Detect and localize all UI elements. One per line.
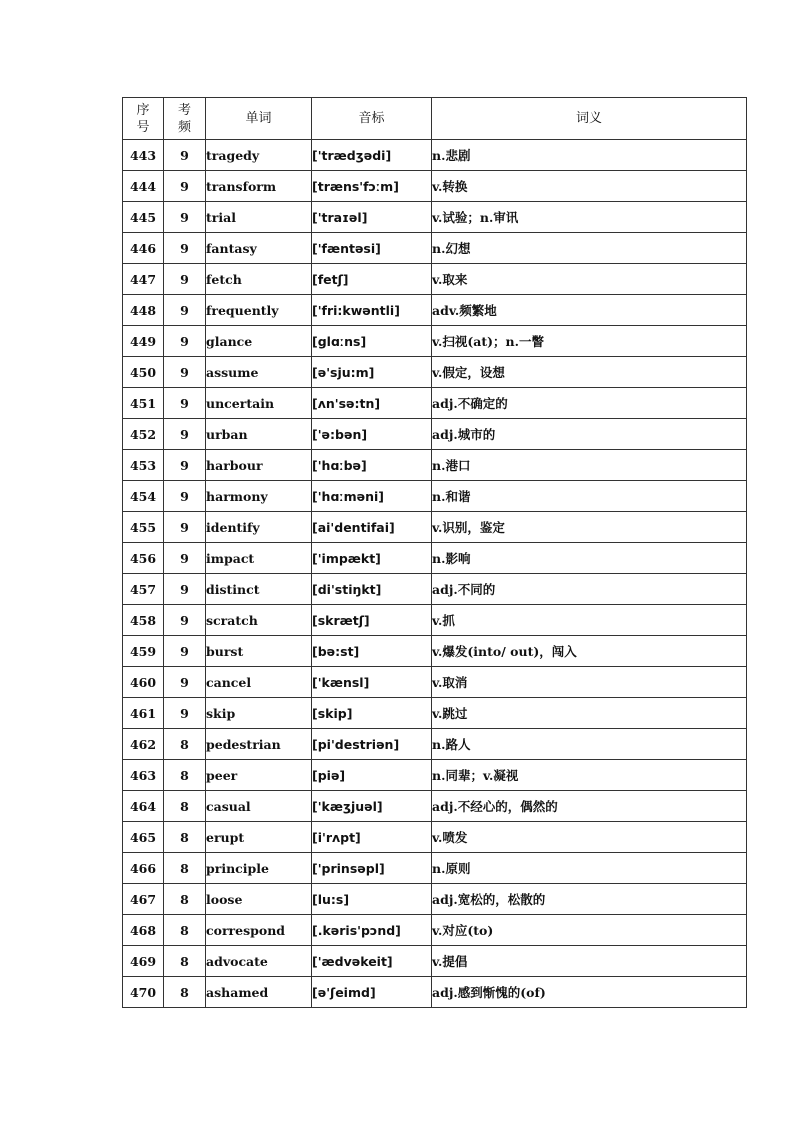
cell-meaning: n.原则 <box>432 853 747 884</box>
cell-index: 464 <box>123 791 164 822</box>
table-row <box>123 946 747 977</box>
cell-meaning: n.影响 <box>432 543 747 574</box>
cell-index: 449 <box>123 326 164 357</box>
cell-frequency: 8 <box>164 760 206 791</box>
cell-phonetic: [di'stiŋkt] <box>312 574 432 605</box>
cell-index: 468 <box>123 915 164 946</box>
cell-meaning: adv.频繁地 <box>432 295 747 326</box>
cell-phonetic: [piə] <box>312 760 432 791</box>
table-row <box>123 140 747 171</box>
header-word: 单词 <box>206 98 312 140</box>
cell-phonetic: [glɑːns] <box>312 326 432 357</box>
cell-word: burst <box>206 636 312 667</box>
cell-phonetic: [.kəris'pɔnd] <box>312 915 432 946</box>
header-index: 序 号 <box>123 98 164 140</box>
cell-phonetic: [lu:s] <box>312 884 432 915</box>
cell-frequency: 9 <box>164 388 206 419</box>
vocabulary-page <box>122 97 746 1008</box>
cell-word: casual <box>206 791 312 822</box>
cell-frequency: 9 <box>164 171 206 202</box>
cell-index: 452 <box>123 419 164 450</box>
cell-phonetic: [ə'sju:m] <box>312 357 432 388</box>
table-row <box>123 822 747 853</box>
cell-phonetic: ['ə:bən] <box>312 419 432 450</box>
cell-word: pedestrian <box>206 729 312 760</box>
table-row <box>123 326 747 357</box>
cell-frequency: 8 <box>164 791 206 822</box>
cell-phonetic: [skip] <box>312 698 432 729</box>
cell-index: 462 <box>123 729 164 760</box>
cell-frequency: 9 <box>164 512 206 543</box>
cell-meaning: adj.城市的 <box>432 419 747 450</box>
table-row <box>123 388 747 419</box>
header-phonetic: 音标 <box>312 98 432 140</box>
table-row <box>123 915 747 946</box>
cell-meaning: adj.不同的 <box>432 574 747 605</box>
cell-frequency: 8 <box>164 915 206 946</box>
cell-word: tragedy <box>206 140 312 171</box>
cell-phonetic: [ai'dentifai] <box>312 512 432 543</box>
table-row <box>123 202 747 233</box>
cell-meaning: v.跳过 <box>432 698 747 729</box>
cell-phonetic: ['hɑːbə] <box>312 450 432 481</box>
cell-phonetic: ['prinsəpl] <box>312 853 432 884</box>
cell-frequency: 9 <box>164 326 206 357</box>
cell-word: glance <box>206 326 312 357</box>
cell-meaning: adj.宽松的，松散的 <box>432 884 747 915</box>
table-body <box>123 140 747 1008</box>
cell-frequency: 9 <box>164 481 206 512</box>
table-row <box>123 760 747 791</box>
cell-frequency: 9 <box>164 698 206 729</box>
cell-index: 463 <box>123 760 164 791</box>
cell-meaning: v.转换 <box>432 171 747 202</box>
cell-phonetic: ['fri:kwəntli] <box>312 295 432 326</box>
cell-frequency: 9 <box>164 264 206 295</box>
cell-word: assume <box>206 357 312 388</box>
cell-phonetic: ['ædvəkeit] <box>312 946 432 977</box>
cell-frequency: 8 <box>164 853 206 884</box>
cell-word: scratch <box>206 605 312 636</box>
cell-phonetic: [skrætʃ] <box>312 605 432 636</box>
cell-frequency: 9 <box>164 357 206 388</box>
cell-phonetic: ['kæʒjuəl] <box>312 791 432 822</box>
table-row <box>123 729 747 760</box>
cell-meaning: adj.不经心的，偶然的 <box>432 791 747 822</box>
cell-frequency: 9 <box>164 667 206 698</box>
cell-index: 444 <box>123 171 164 202</box>
table-row <box>123 295 747 326</box>
cell-meaning: v.提倡 <box>432 946 747 977</box>
cell-meaning: adj.感到惭愧的(of) <box>432 977 747 1008</box>
cell-phonetic: ['fæntəsi] <box>312 233 432 264</box>
cell-phonetic: [bə:st] <box>312 636 432 667</box>
table-row <box>123 667 747 698</box>
cell-frequency: 9 <box>164 636 206 667</box>
cell-word: identify <box>206 512 312 543</box>
cell-meaning: n.同辈；v.凝视 <box>432 760 747 791</box>
table-row <box>123 171 747 202</box>
cell-meaning: adj.不确定的 <box>432 388 747 419</box>
cell-frequency: 9 <box>164 295 206 326</box>
cell-word: fantasy <box>206 233 312 264</box>
cell-frequency: 9 <box>164 233 206 264</box>
cell-word: frequently <box>206 295 312 326</box>
cell-phonetic: [fetʃ] <box>312 264 432 295</box>
cell-index: 456 <box>123 543 164 574</box>
cell-index: 451 <box>123 388 164 419</box>
cell-frequency: 9 <box>164 202 206 233</box>
cell-meaning: v.假定，设想 <box>432 357 747 388</box>
cell-index: 470 <box>123 977 164 1008</box>
cell-index: 466 <box>123 853 164 884</box>
cell-phonetic: ['impækt] <box>312 543 432 574</box>
cell-index: 447 <box>123 264 164 295</box>
cell-word: harmony <box>206 481 312 512</box>
header-meaning: 词义 <box>432 98 747 140</box>
cell-word: erupt <box>206 822 312 853</box>
cell-index: 467 <box>123 884 164 915</box>
cell-meaning: n.悲剧 <box>432 140 747 171</box>
cell-word: ashamed <box>206 977 312 1008</box>
cell-phonetic: ['kænsl] <box>312 667 432 698</box>
cell-word: peer <box>206 760 312 791</box>
cell-frequency: 9 <box>164 605 206 636</box>
cell-index: 459 <box>123 636 164 667</box>
table-row <box>123 884 747 915</box>
cell-index: 453 <box>123 450 164 481</box>
cell-meaning: v.爆发(into/ out)，闯入 <box>432 636 747 667</box>
cell-phonetic: [ʌn'sə:tn] <box>312 388 432 419</box>
table-row <box>123 264 747 295</box>
cell-phonetic: ['trædʒədi] <box>312 140 432 171</box>
cell-index: 469 <box>123 946 164 977</box>
table-row <box>123 574 747 605</box>
table-row <box>123 512 747 543</box>
table-row <box>123 698 747 729</box>
cell-phonetic: [træns'fɔːm] <box>312 171 432 202</box>
cell-word: correspond <box>206 915 312 946</box>
cell-word: loose <box>206 884 312 915</box>
cell-index: 461 <box>123 698 164 729</box>
cell-phonetic: ['traɪəl] <box>312 202 432 233</box>
cell-word: skip <box>206 698 312 729</box>
cell-index: 455 <box>123 512 164 543</box>
cell-index: 443 <box>123 140 164 171</box>
table-row <box>123 481 747 512</box>
cell-meaning: v.喷发 <box>432 822 747 853</box>
cell-meaning: v.抓 <box>432 605 747 636</box>
cell-frequency: 9 <box>164 450 206 481</box>
cell-word: transform <box>206 171 312 202</box>
table-row <box>123 450 747 481</box>
cell-frequency: 8 <box>164 977 206 1008</box>
cell-word: urban <box>206 419 312 450</box>
cell-word: harbour <box>206 450 312 481</box>
vocabulary-table <box>122 97 747 1008</box>
cell-meaning: v.取消 <box>432 667 747 698</box>
cell-word: distinct <box>206 574 312 605</box>
cell-index: 446 <box>123 233 164 264</box>
cell-meaning: n.和谐 <box>432 481 747 512</box>
cell-frequency: 8 <box>164 822 206 853</box>
cell-word: impact <box>206 543 312 574</box>
cell-index: 460 <box>123 667 164 698</box>
cell-frequency: 9 <box>164 419 206 450</box>
cell-phonetic: [i'rʌpt] <box>312 822 432 853</box>
cell-frequency: 9 <box>164 140 206 171</box>
cell-index: 445 <box>123 202 164 233</box>
table-row <box>123 791 747 822</box>
cell-word: trial <box>206 202 312 233</box>
cell-frequency: 9 <box>164 543 206 574</box>
cell-index: 458 <box>123 605 164 636</box>
table-row <box>123 357 747 388</box>
table-row <box>123 543 747 574</box>
cell-phonetic: [pi'destriən] <box>312 729 432 760</box>
cell-meaning: v.扫视(at)；n.一瞥 <box>432 326 747 357</box>
cell-frequency: 8 <box>164 729 206 760</box>
cell-index: 448 <box>123 295 164 326</box>
header-frequency: 考 频 <box>164 98 206 140</box>
cell-meaning: v.识别，鉴定 <box>432 512 747 543</box>
cell-frequency: 8 <box>164 884 206 915</box>
cell-word: uncertain <box>206 388 312 419</box>
cell-word: principle <box>206 853 312 884</box>
cell-meaning: v.取来 <box>432 264 747 295</box>
cell-meaning: n.路人 <box>432 729 747 760</box>
table-row <box>123 605 747 636</box>
table-row <box>123 853 747 884</box>
cell-word: advocate <box>206 946 312 977</box>
table-header-row <box>123 98 747 140</box>
cell-meaning: v.试验；n.审讯 <box>432 202 747 233</box>
cell-phonetic: [ə'ʃeimd] <box>312 977 432 1008</box>
table-row <box>123 977 747 1008</box>
table-row <box>123 636 747 667</box>
cell-index: 457 <box>123 574 164 605</box>
cell-word: fetch <box>206 264 312 295</box>
cell-word: cancel <box>206 667 312 698</box>
table-row <box>123 419 747 450</box>
table-row <box>123 233 747 264</box>
cell-phonetic: ['hɑːməni] <box>312 481 432 512</box>
cell-meaning: n.幻想 <box>432 233 747 264</box>
cell-meaning: n.港口 <box>432 450 747 481</box>
cell-meaning: v.对应(to) <box>432 915 747 946</box>
cell-frequency: 8 <box>164 946 206 977</box>
cell-frequency: 9 <box>164 574 206 605</box>
cell-index: 465 <box>123 822 164 853</box>
cell-index: 450 <box>123 357 164 388</box>
cell-index: 454 <box>123 481 164 512</box>
